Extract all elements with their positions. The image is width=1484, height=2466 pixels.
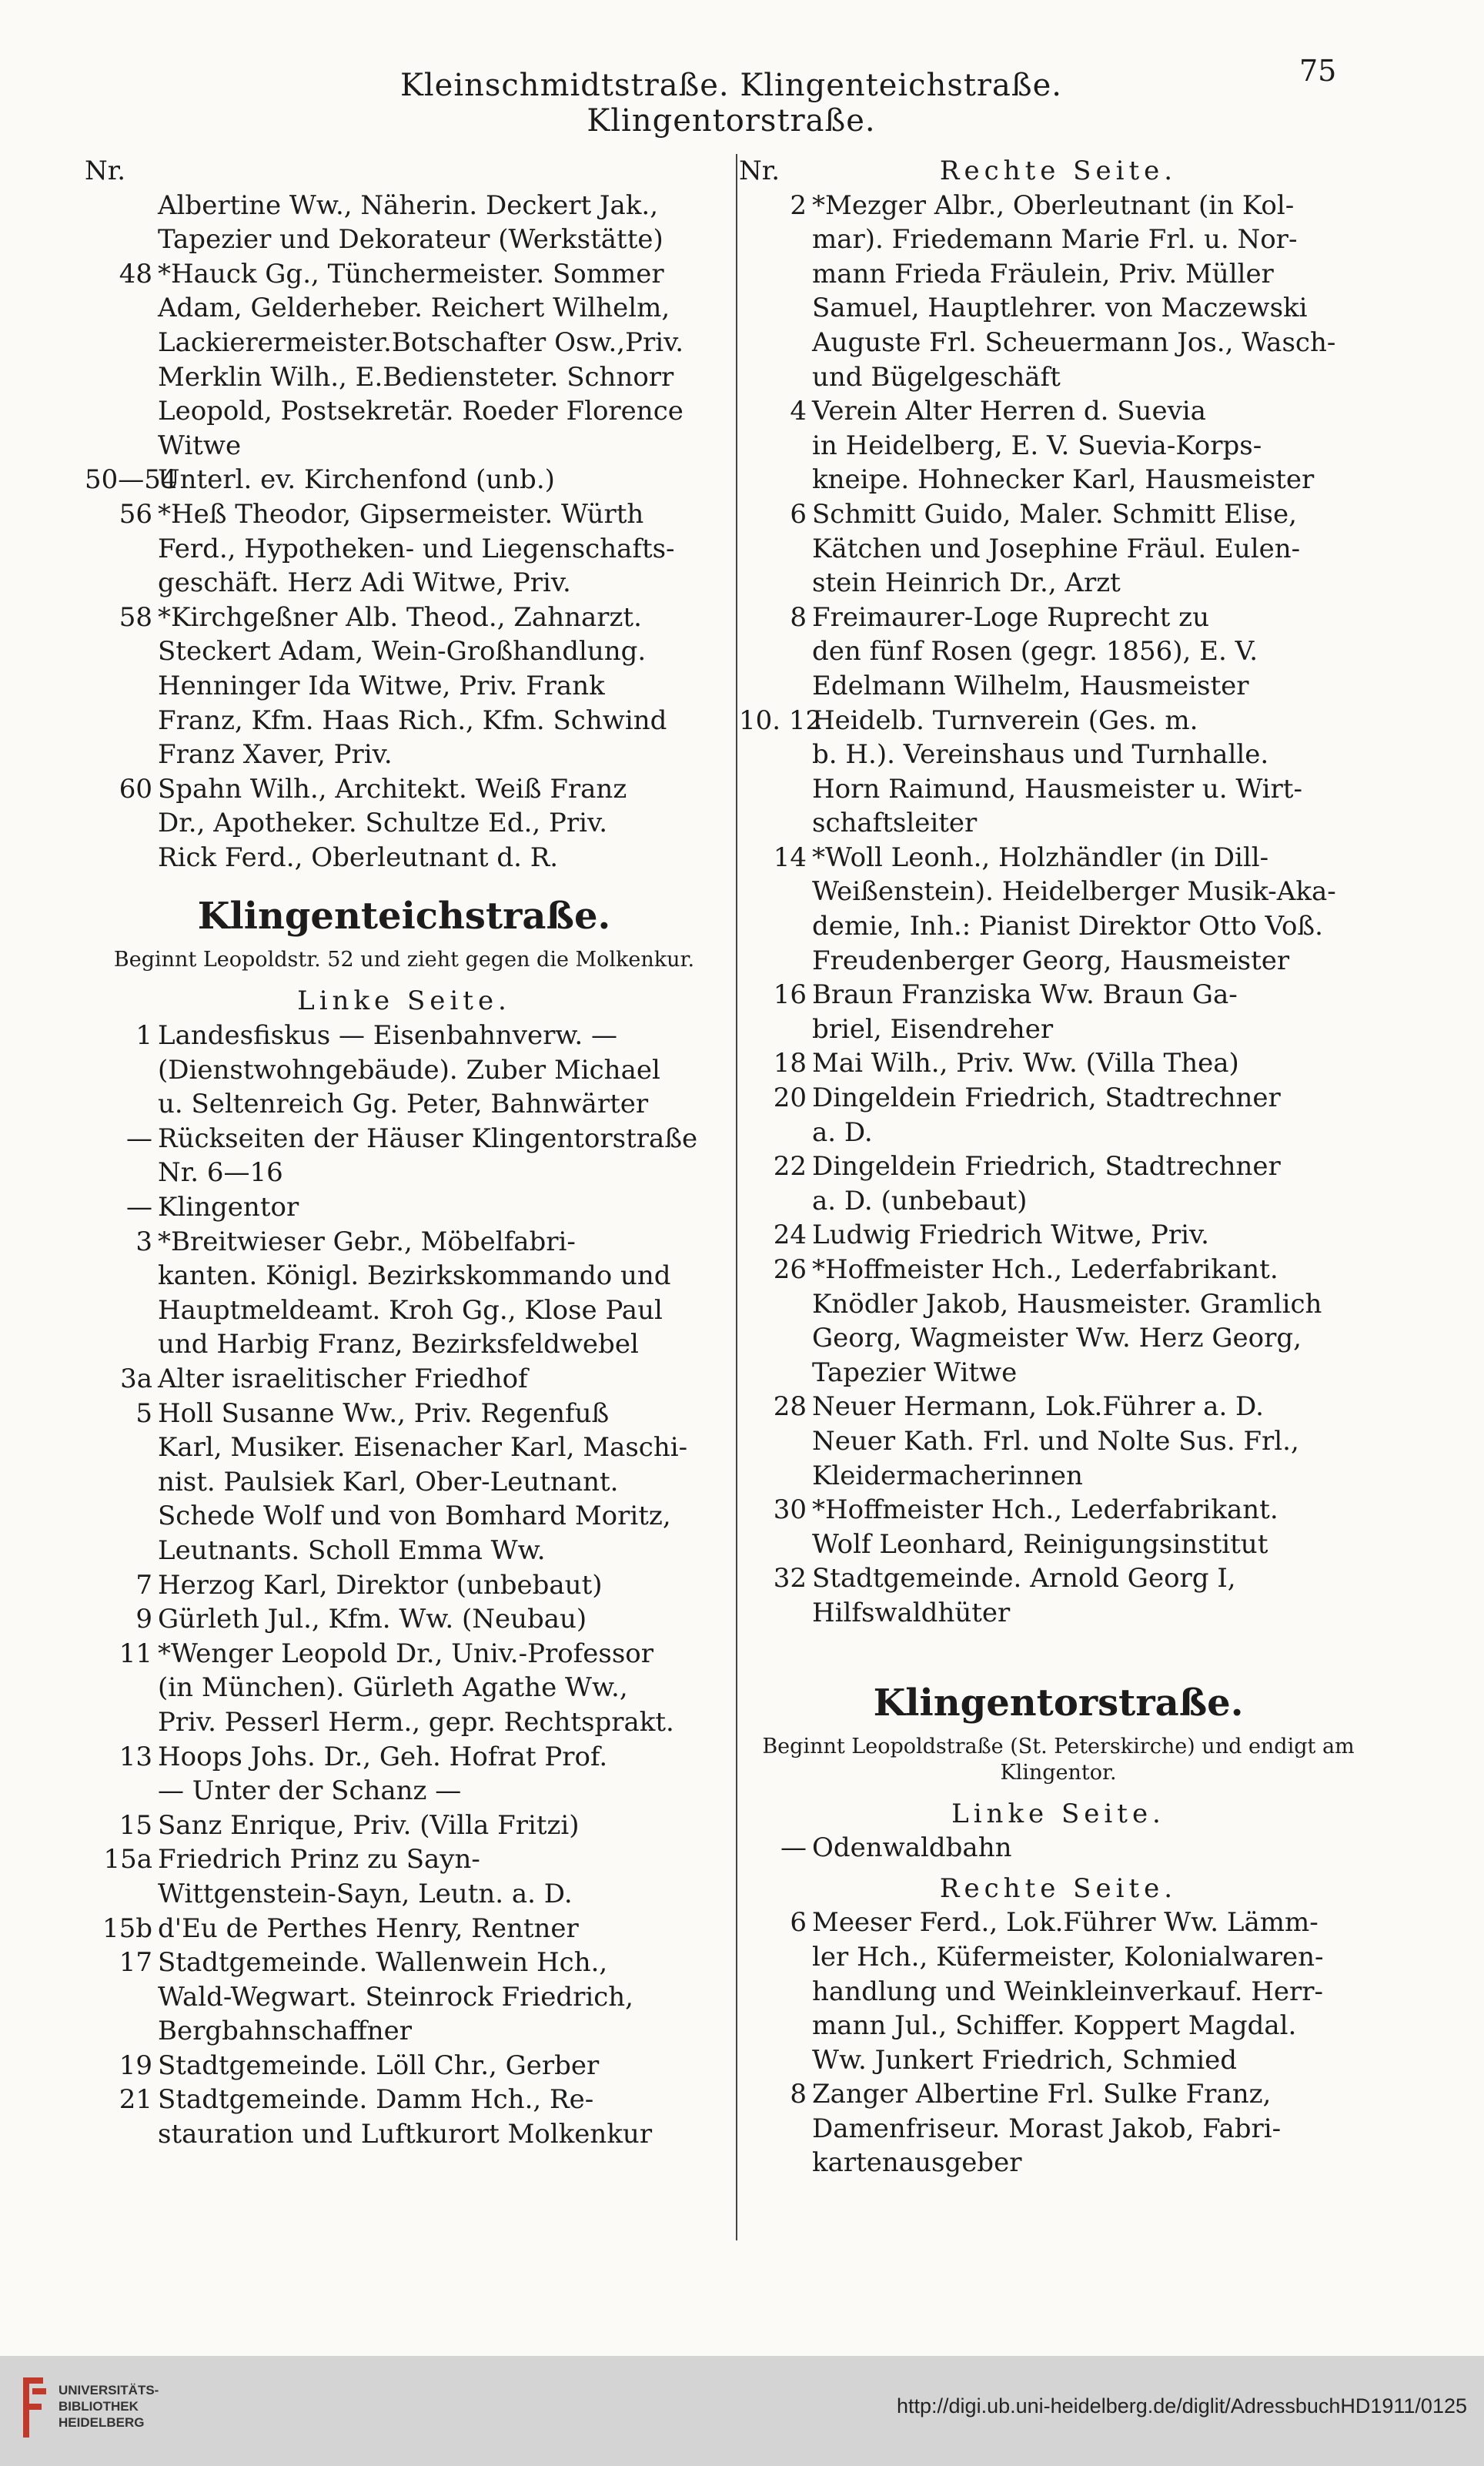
entry-line: kneipe. Hohnecker Karl, Hausmeister <box>812 464 1315 496</box>
entry-line: mann Frieda Fräulein, Priv. Müller <box>812 258 1274 289</box>
entry-line: Ferd., Hypotheken- und Liegenschafts- <box>158 533 675 564</box>
address-entry <box>85 257 724 463</box>
address-entry <box>85 1362 724 1397</box>
address-entry <box>739 394 1378 497</box>
entry-line: kanten. Königl. Bezirkskommando und <box>158 1260 671 1292</box>
footer-bar <box>0 2356 1484 2466</box>
entry-line: Hilfswaldhüter <box>812 1597 1011 1628</box>
house-number: 6 <box>790 1907 807 1939</box>
entry-line: *Woll Leonh., Holzhändler (in Dill- <box>812 842 1269 873</box>
library-name-line: HEIDELBERG <box>58 2415 145 2430</box>
address-entry <box>85 189 724 257</box>
entry-line: Zanger Albertine Frl. Sulke Franz, <box>812 2079 1272 2110</box>
entry-line: Dingeldein Friedrich, Stadtrechner <box>812 1151 1281 1183</box>
entry-line: Ww. Junkert Friedrich, Schmied <box>812 2044 1238 2076</box>
house-number: 48 <box>119 258 152 289</box>
house-number: 14 <box>773 842 807 873</box>
address-entry <box>739 189 1378 395</box>
house-number: — <box>126 1192 152 1223</box>
entry-line: Kleidermacherinnen <box>812 1460 1083 1491</box>
entry-line: Klingentor <box>158 1192 299 1223</box>
library-name-line: UNIVERSITÄTS- <box>58 2383 159 2397</box>
address-entry <box>85 2083 724 2151</box>
house-number: 2 <box>790 189 807 221</box>
house-number: 1 <box>135 1020 152 1052</box>
entry-line: nist. Paulsiek Karl, Ober-Leutnant. <box>158 1466 619 1497</box>
right-column-header <box>739 154 1378 189</box>
house-number: — <box>126 1123 152 1154</box>
house-number: 6 <box>790 498 807 530</box>
entry-line: Ludwig Friedrich Witwe, Priv. <box>812 1220 1209 1251</box>
entry-line: Horn Raimund, Hausmeister u. Wirt- <box>812 773 1302 805</box>
address-entry <box>85 1842 724 1911</box>
entry-line: Lackierermeister.Botschafter Osw.,Priv. <box>158 326 684 358</box>
klingentor-left-side-heading: Linke Seite. <box>951 1798 1165 1829</box>
address-entry <box>739 1831 1378 1865</box>
entry-line: Schmitt Guido, Maler. Schmitt Elise, <box>812 498 1297 530</box>
entry-line: (in München). Gürleth Agathe Ww., <box>158 1672 628 1704</box>
column-divider <box>736 154 737 2240</box>
entry-line: — Unter der Schanz — <box>158 1775 462 1807</box>
entry-line: stein Heinrich Dr., Arzt <box>812 567 1121 599</box>
entry-line: Neuer Kath. Frl. und Nolte Sus. Frl., <box>812 1425 1299 1457</box>
entry-line: *Heß Theodor, Gipsermeister. Würth <box>158 498 644 530</box>
entry-line: Witwe <box>158 430 242 461</box>
address-entry <box>739 978 1378 1046</box>
page-header-title: Kleinschmidtstraße. Klingenteichstraße. Klingentorstraße. <box>399 68 1063 139</box>
kleinschmidt-entries <box>85 189 724 875</box>
klingenteich-right-entries <box>739 189 1378 1631</box>
address-entry <box>85 1602 724 1637</box>
house-number: 10. 12 <box>739 704 823 736</box>
entry-line: Georg, Wagmeister Ww. Herz Georg, <box>812 1323 1302 1354</box>
house-number: 58 <box>119 601 152 633</box>
library-name <box>58 2382 159 2431</box>
entry-line: (Dienstwohngebäude). Zuber Michael <box>158 1054 660 1086</box>
entry-line: Freimaurer-Loge Ruprecht zu <box>812 601 1209 633</box>
entry-line: Verein Alter Herren d. Suevia <box>812 396 1206 427</box>
entry-line: mar). Friedemann Marie Frl. u. Nor- <box>812 224 1298 256</box>
entry-line: Herzog Karl, Direktor (unbebaut) <box>158 1569 603 1601</box>
house-number: 26 <box>773 1254 807 1285</box>
address-entry <box>739 1561 1378 1630</box>
entry-line: in Heidelberg, E. V. Suevia-Korps- <box>812 430 1262 461</box>
klingenteich-title: Klingenteichstraße. <box>197 895 611 939</box>
entry-line: *Breitwieser Gebr., Möbelfabri- <box>158 1226 576 1257</box>
entry-line: Kätchen und Josephine Fräul. Eulen- <box>812 533 1301 564</box>
house-number: 20 <box>773 1082 807 1114</box>
house-number: 16 <box>773 979 807 1011</box>
entry-line: Rückseiten der Häuser Klingentorstraße <box>158 1123 698 1154</box>
entry-line: Tapezier und Dekorateur (Werkstätte) <box>158 224 663 256</box>
entry-line: Priv. Pesserl Herm., gepr. Rechtsprakt. <box>158 1706 674 1738</box>
house-number: 15b <box>102 1912 152 1944</box>
address-entry <box>85 2049 724 2083</box>
entry-line: handlung und Weinkleinverkauf. Herr- <box>812 1976 1323 2007</box>
entry-line: Hauptmeldeamt. Kroh Gg., Klose Paul <box>158 1294 663 1326</box>
entry-line: a. D. <box>812 1116 873 1148</box>
entry-line: Steckert Adam, Wein-Großhandlung. <box>158 636 647 668</box>
house-number: 13 <box>119 1741 152 1772</box>
address-entry <box>85 601 724 772</box>
address-entry <box>85 1397 724 1568</box>
entry-line: d'Eu de Perthes Henry, Rentner <box>158 1912 579 1944</box>
entry-line: u. Seltenreich Gg. Peter, Bahnwärter <box>158 1089 649 1120</box>
entry-line: a. D. (unbebaut) <box>812 1185 1028 1216</box>
entry-line: Auguste Frl. Scheuermann Jos., Wasch- <box>812 326 1336 358</box>
entry-line: Unterl. ev. Kirchenfond (unb.) <box>158 464 555 496</box>
left-column <box>85 154 724 2152</box>
house-number: 5 <box>135 1397 152 1429</box>
library-name-line: BIBLIOTHEK <box>58 2399 139 2414</box>
address-entry <box>85 1637 724 1740</box>
entry-line: Mai Wilh., Priv. Ww. (Villa Thea) <box>812 1048 1239 1079</box>
house-number: 50—54 <box>85 464 178 496</box>
entry-line: Sanz Enrique, Priv. (Villa Fritzi) <box>158 1809 580 1841</box>
address-entry <box>85 1122 724 1190</box>
entry-line: Tapezier Witwe <box>812 1357 1018 1388</box>
nr-label: Nr. <box>739 156 780 186</box>
entry-line: Wolf Leonhard, Reinigungsinstitut <box>812 1528 1268 1560</box>
address-entry <box>739 1149 1378 1218</box>
address-entry <box>739 841 1378 978</box>
address-entry <box>85 1740 724 1809</box>
house-number: 9 <box>135 1604 152 1635</box>
entry-line: Nr. 6—16 <box>158 1157 283 1189</box>
klingentor-left-entries <box>739 1831 1378 1865</box>
klingentor-right-side-heading: Rechte Seite. <box>939 1872 1178 1904</box>
house-number: 60 <box>119 773 152 805</box>
entry-line: Franz Xaver, Priv. <box>158 739 393 771</box>
address-entry <box>739 497 1378 601</box>
klingenteich-left-side-heading: Linke Seite. <box>297 985 511 1017</box>
entry-line: Odenwaldbahn <box>812 1832 1012 1864</box>
entry-line: Franz, Kfm. Haas Rich., Kfm. Schwind <box>158 704 667 736</box>
entry-line: mann Jul., Schiffer. Koppert Magdal. <box>812 2010 1297 2042</box>
house-number: 28 <box>773 1391 807 1423</box>
entry-line: b. H.). Vereinshaus und Turnhalle. <box>812 739 1269 771</box>
entry-line: *Hoffmeister Hch., Lederfabrikant. <box>812 1494 1278 1526</box>
entry-line: *Hauck Gg., Tünchermeister. Sommer <box>158 258 664 289</box>
left-column-header <box>85 154 724 189</box>
house-number: 15a <box>103 1844 152 1875</box>
house-number: 17 <box>119 1947 152 1979</box>
entry-line: Karl, Musiker. Eisenacher Karl, Maschi- <box>158 1432 688 1464</box>
entry-line: geschäft. Herz Adi Witwe, Priv. <box>158 567 571 599</box>
address-entry <box>85 463 724 497</box>
entry-line: Gürleth Jul., Kfm. Ww. (Neubau) <box>158 1604 587 1635</box>
entry-line: Leutnants. Scholl Emma Ww. <box>158 1534 546 1566</box>
address-entry <box>85 1225 724 1362</box>
entry-line: Wald-Wegwart. Steinrock Friedrich, <box>158 1981 633 2013</box>
entry-line: und Bügelgeschäft <box>812 361 1061 393</box>
address-entry <box>739 704 1378 841</box>
entry-line: Weißenstein). Heidelberger Musik-Aka- <box>812 876 1336 908</box>
house-number: 22 <box>773 1151 807 1183</box>
entry-line: Dingeldein Friedrich, Stadtrechner <box>812 1082 1281 1114</box>
house-number: 24 <box>773 1220 807 1251</box>
house-number: 32 <box>773 1563 807 1594</box>
entry-line: Albertine Ww., Näherin. Deckert Jak., <box>158 189 659 221</box>
entry-line: den fünf Rosen (gegr. 1856), E. V. <box>812 636 1258 668</box>
entry-line: Leopold, Postsekretär. Roeder Florence <box>158 396 684 427</box>
address-entry <box>85 1946 724 2049</box>
entry-line: Hoops Johs. Dr., Geh. Hofrat Prof. <box>158 1741 608 1772</box>
entry-line: Samuel, Hauptlehrer. von Maczewski <box>812 293 1308 324</box>
right-column <box>739 154 1378 2180</box>
entry-line: Stadtgemeinde. Löll Chr., Gerber <box>158 2049 600 2081</box>
house-number: 4 <box>790 396 807 427</box>
entry-line: Adam, Gelderheber. Reichert Wilhelm, <box>158 293 670 324</box>
address-entry <box>85 772 724 875</box>
entry-line: Neuer Hermann, Lok.Führer a. D. <box>812 1391 1264 1423</box>
entry-line: Damenfriseur. Morast Jakob, Fabri- <box>812 2113 1282 2144</box>
entry-line: Braun Franziska Ww. Braun Ga- <box>812 979 1238 1011</box>
entry-line: Schede Wolf und von Bomhard Moritz, <box>158 1501 671 1532</box>
house-number: 8 <box>790 601 807 633</box>
house-number: 56 <box>119 498 152 530</box>
address-entry <box>85 1809 724 1843</box>
klingenteich-right-side-heading: Rechte Seite. <box>939 156 1178 186</box>
entry-line: ler Hch., Küfermeister, Kolonialwaren- <box>812 1941 1324 1972</box>
address-entry <box>739 1218 1378 1253</box>
entry-line: Bergbahnschaffner <box>158 2016 413 2047</box>
klingenteich-subtitle: Beginnt Leopoldstr. 52 und zieht gegen die Molkenkur. <box>113 948 695 972</box>
entry-line: Stadtgemeinde. Damm Hch., Re- <box>158 2084 594 2116</box>
entry-line: Meeser Ferd., Lok.Führer Ww. Lämm- <box>812 1907 1319 1939</box>
house-number: 7 <box>135 1569 152 1601</box>
page-number: 75 <box>1299 54 1337 88</box>
klingentor-right-entries <box>739 1906 1378 2180</box>
entry-line: Rick Ferd., Oberleutnant d. R. <box>158 842 559 873</box>
entry-line: *Hoffmeister Hch., Lederfabrikant. <box>812 1254 1278 1285</box>
entry-line: stauration und Luftkurort Molkenkur <box>158 2119 653 2150</box>
address-entry <box>85 1912 724 1946</box>
entry-line: *Kirchgeßner Alb. Theod., Zahnarzt. <box>158 601 642 633</box>
address-entry <box>739 1493 1378 1561</box>
address-entry <box>739 1906 1378 2077</box>
entry-line: schaftsleiter <box>812 808 978 839</box>
klingentor-title: Klingentorstraße. <box>873 1681 1244 1725</box>
entry-line: Alter israelitischer Friedhof <box>158 1363 528 1394</box>
house-number: 19 <box>119 2049 152 2081</box>
address-entry <box>739 1046 1378 1081</box>
house-number: — <box>780 1832 807 1864</box>
house-number: 3a <box>120 1363 152 1394</box>
entry-line: briel, Eisendreher <box>812 1013 1054 1045</box>
entry-line: Freudenberger Georg, Hausmeister <box>812 945 1290 976</box>
source-url-link[interactable]: http://digi.ub.uni-heidelberg.de/diglit/AdressbuchHD1911/0125 <box>897 2394 1467 2417</box>
entry-line: und Harbig Franz, Bezirksfeldwebel <box>158 1329 639 1360</box>
address-entry <box>739 1081 1378 1149</box>
address-entry <box>85 497 724 601</box>
entry-line: Merklin Wilh., E.Bediensteter. Schnorr <box>158 361 674 393</box>
entry-line: Spahn Wilh., Architekt. Weiß Franz <box>158 773 627 805</box>
address-entry <box>85 1568 724 1603</box>
house-number: 18 <box>773 1048 807 1079</box>
address-entry <box>85 1190 724 1225</box>
entry-line: Edelmann Wilhelm, Hausmeister <box>812 670 1249 701</box>
house-number: 11 <box>119 1638 152 1669</box>
entry-line: Friedrich Prinz zu Sayn- <box>158 1844 480 1875</box>
entry-line: Knödler Jakob, Hausmeister. Gramlich <box>812 1288 1322 1320</box>
house-number: 8 <box>790 2079 807 2110</box>
entry-line: Stadtgemeinde. Wallenwein Hch., <box>158 1947 608 1979</box>
entry-line: Wittgenstein-Sayn, Leutn. a. D. <box>158 1878 573 1909</box>
house-number: 21 <box>119 2084 152 2116</box>
klingenteich-entries <box>85 1019 724 2152</box>
entry-line: Landesfiskus — Eisenbahnverw. — <box>158 1020 618 1052</box>
entry-line: *Mezger Albr., Oberleutnant (in Kol- <box>812 189 1295 221</box>
house-number: 15 <box>119 1809 152 1841</box>
address-entry <box>739 601 1378 704</box>
address-entry <box>85 1019 724 1122</box>
entry-line: Holl Susanne Ww., Priv. Regenfuß <box>158 1397 610 1429</box>
house-number: 30 <box>773 1494 807 1526</box>
entry-line: Stadtgemeinde. Arnold Georg I, <box>812 1563 1236 1594</box>
entry-line: Henninger Ida Witwe, Priv. Frank <box>158 670 605 701</box>
entry-line: Heidelb. Turnverein (Ges. m. <box>812 704 1198 736</box>
house-number: 3 <box>135 1226 152 1257</box>
address-entry <box>739 1390 1378 1493</box>
address-entry <box>739 1253 1378 1390</box>
nr-label: Nr. <box>85 156 126 186</box>
entry-line: demie, Inh.: Pianist Direktor Otto Voß. <box>812 911 1323 942</box>
entry-line: *Wenger Leopold Dr., Univ.-Professor <box>158 1638 654 1669</box>
address-entry <box>739 2077 1378 2180</box>
klingentor-subtitle: Beginnt Leopoldstraße (St. Peterskirche) und endigt am Klingentor. <box>762 1734 1355 1785</box>
entry-line: kartenausgeber <box>812 2147 1022 2179</box>
entry-line: Dr., Apotheker. Schultze Ed., Priv. <box>158 808 608 839</box>
library-logo-icon <box>15 2373 51 2442</box>
